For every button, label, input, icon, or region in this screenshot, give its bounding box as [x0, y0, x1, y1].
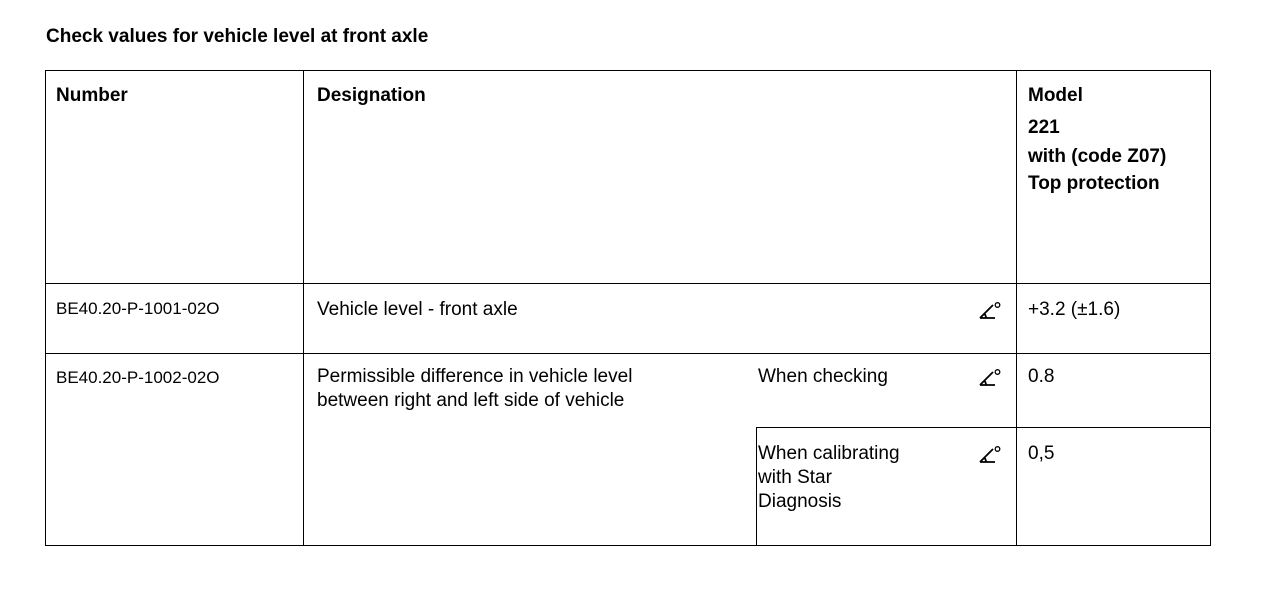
header-model-code: with (code Z07) — [1028, 146, 1167, 167]
row-divider — [756, 427, 1210, 428]
header-model-variant: Top protection — [1028, 173, 1160, 194]
row2-sub2-condition-line2: with Star — [758, 467, 832, 488]
header-model-number: 221 — [1028, 117, 1060, 138]
angle-degree-icon — [976, 300, 1002, 322]
row-divider — [46, 283, 1210, 284]
row1-number: BE40.20-P-1001-02O — [56, 299, 220, 318]
header-designation: Designation — [317, 85, 426, 106]
header-number: Number — [56, 85, 128, 106]
header-model-label: Model — [1028, 85, 1083, 106]
angle-degree-icon — [976, 367, 1002, 389]
row1-value: +3.2 (±1.6) — [1028, 299, 1121, 320]
row2-sub2-value: 0,5 — [1028, 443, 1055, 464]
angle-degree-icon — [976, 444, 1002, 466]
row2-designation-line2: between right and left side of vehicle — [317, 390, 625, 411]
column-divider — [756, 428, 757, 545]
row2-sub2-condition-line1: When calibrating — [758, 443, 900, 464]
row-divider — [46, 353, 1210, 354]
row2-sub1-condition: When checking — [758, 366, 888, 387]
column-divider — [1016, 71, 1017, 545]
row2-number: BE40.20-P-1002-02O — [56, 368, 220, 387]
row2-sub1-value: 0.8 — [1028, 366, 1055, 387]
check-values-table — [45, 70, 1211, 546]
row2-sub2-condition-line3: Diagnosis — [758, 491, 842, 512]
column-divider — [303, 71, 304, 545]
row1-designation: Vehicle level - front axle — [317, 299, 518, 320]
page-title: Check values for vehicle level at front axle — [46, 26, 429, 47]
row2-designation-line1: Permissible difference in vehicle level — [317, 366, 633, 387]
